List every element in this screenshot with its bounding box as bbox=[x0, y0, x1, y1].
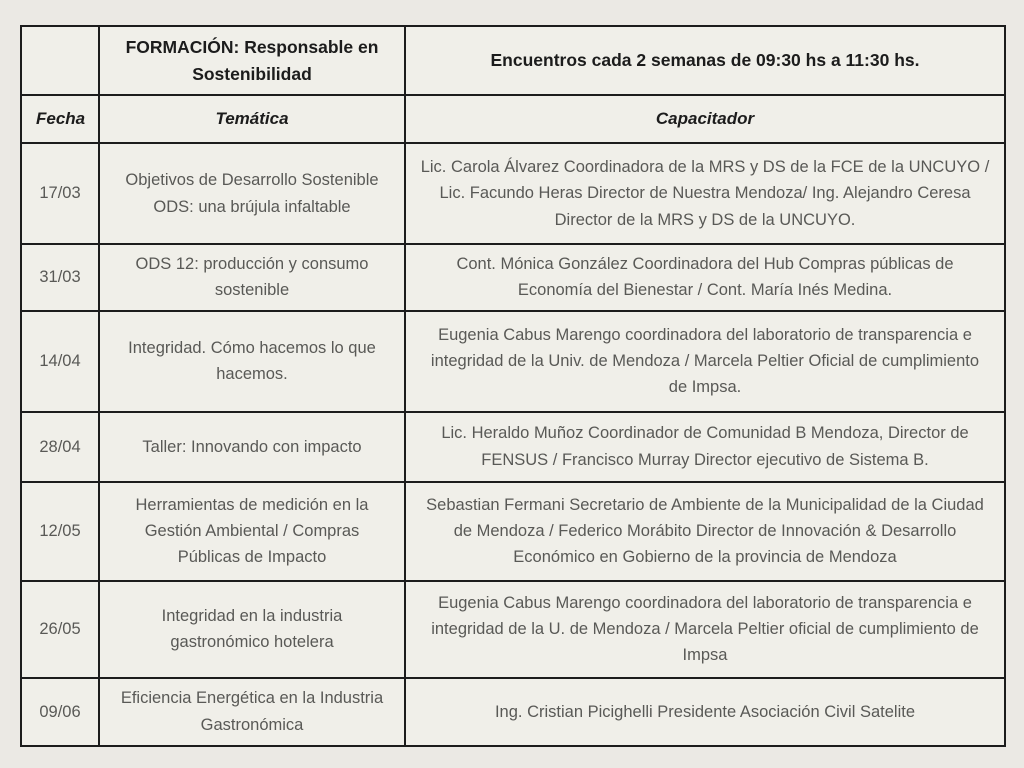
table-row bbox=[21, 581, 1005, 678]
cell-capacitador: Eugenia Cabus Marengo coordinadora del laboratorio de transparencia e integridad de la U. de Mendoza / Marcela Peltier oficial de cumplimiento de Impsa bbox=[405, 581, 1005, 678]
cell-capacitador: Lic. Carola Álvarez Coordinadora de la MRS y DS de la FCE de la UNCUYO / Lic. Facundo Heras Director de Nuestra Mendoza/ Ing. Alejandro Ceresa Director de la MRS y DS de la UNCUYO. bbox=[405, 143, 1005, 244]
cell-tematica: Herramientas de medición en la Gestión Ambiental / Compras Públicas de Impacto bbox=[99, 482, 405, 581]
header-empty-cell bbox=[21, 26, 99, 95]
cell-fecha: 09/06 bbox=[21, 678, 99, 746]
cell-capacitador: Lic. Heraldo Muñoz Coordinador de Comunidad B Mendoza, Director de FENSUS / Francisco Murray Director ejecutivo de Sistema B. bbox=[405, 412, 1005, 482]
table-row bbox=[21, 143, 1005, 244]
cell-tematica: Integridad en la industria gastronómico hotelera bbox=[99, 581, 405, 678]
cell-fecha: 31/03 bbox=[21, 244, 99, 311]
cell-fecha: 26/05 bbox=[21, 581, 99, 678]
table-row bbox=[21, 311, 1005, 412]
table-row bbox=[21, 678, 1005, 746]
column-header-capacitador: Capacitador bbox=[405, 95, 1005, 143]
cell-fecha: 14/04 bbox=[21, 311, 99, 412]
cell-capacitador: Sebastian Fermani Secretario de Ambiente de la Municipalidad de la Ciudad de Mendoza / Federico Morábito Director de Innovación & Desarrollo Económico en Gobierno de la provincia de Mendoza bbox=[405, 482, 1005, 581]
table-row bbox=[21, 244, 1005, 311]
cell-capacitador: Ing. Cristian Picighelli Presidente Asociación Civil Satelite bbox=[405, 678, 1005, 746]
cell-capacitador: Cont. Mónica González Coordinadora del Hub Compras públicas de Economía del Bienestar / Cont. María Inés Medina. bbox=[405, 244, 1005, 311]
table-row bbox=[21, 482, 1005, 581]
table-title-row bbox=[21, 26, 1005, 95]
cell-fecha: 28/04 bbox=[21, 412, 99, 482]
table-title: FORMACIÓN: Responsable en Sostenibilidad bbox=[99, 26, 405, 95]
schedule-table bbox=[20, 25, 1006, 747]
table-schedule-note: Encuentros cada 2 semanas de 09:30 hs a 11:30 hs. bbox=[405, 26, 1005, 95]
column-header-fecha: Fecha bbox=[21, 95, 99, 143]
cell-tematica: Eficiencia Energética en la Industria Gastronómica bbox=[99, 678, 405, 746]
column-header-row bbox=[21, 95, 1005, 143]
cell-tematica: Taller: Innovando con impacto bbox=[99, 412, 405, 482]
table-row bbox=[21, 412, 1005, 482]
column-header-tematica: Temática bbox=[99, 95, 405, 143]
cell-fecha: 17/03 bbox=[21, 143, 99, 244]
cell-tematica: Integridad. Cómo hacemos lo que hacemos. bbox=[99, 311, 405, 412]
cell-tematica: Objetivos de Desarrollo Sostenible ODS: una brújula infaltable bbox=[99, 143, 405, 244]
cell-tematica: ODS 12: producción y consumo sostenible bbox=[99, 244, 405, 311]
cell-fecha: 12/05 bbox=[21, 482, 99, 581]
cell-capacitador: Eugenia Cabus Marengo coordinadora del laboratorio de transparencia e integridad de la Univ. de Mendoza / Marcela Peltier Oficial de cumplimiento de Impsa. bbox=[405, 311, 1005, 412]
